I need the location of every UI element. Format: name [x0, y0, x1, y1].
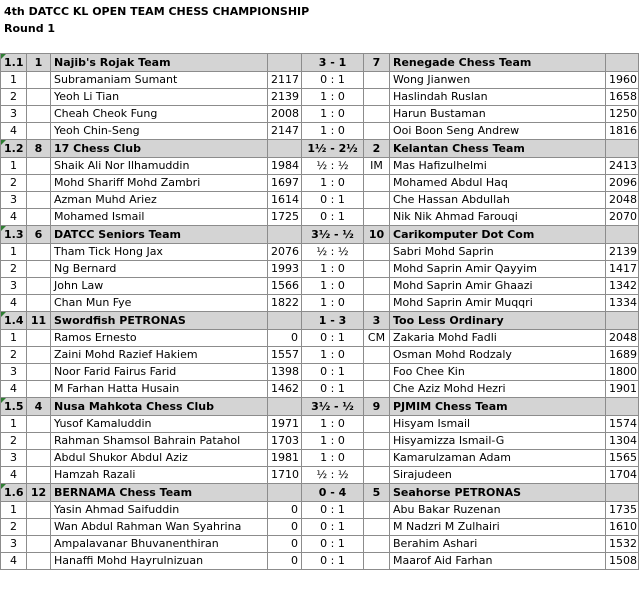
away-team-number: 9 — [364, 398, 390, 416]
home-player-name: Yeoh Li Tian — [51, 89, 268, 106]
board-number: 1 — [1, 502, 27, 519]
board-spacer — [27, 433, 51, 450]
board-number: 1 — [1, 244, 27, 261]
header-spacer — [268, 484, 302, 502]
home-team-number: 8 — [27, 140, 51, 158]
home-player-name: M Farhan Hatta Husain — [51, 381, 268, 398]
board-number: 4 — [1, 553, 27, 570]
home-player-name: Yeoh Chin-Seng — [51, 123, 268, 140]
game-result: 0 : 1 — [302, 209, 364, 226]
board-row — [1, 175, 639, 192]
board-spacer — [27, 381, 51, 398]
away-player-name: Che Hassan Abdullah — [390, 192, 606, 209]
header-spacer — [268, 398, 302, 416]
away-player-rating: 1565 — [606, 450, 639, 467]
board-row — [1, 502, 639, 519]
home-team-name: Najib's Rojak Team — [51, 54, 268, 72]
game-result: 1 : 0 — [302, 416, 364, 433]
away-player-title — [364, 123, 390, 140]
away-player-name: Berahim Ashari — [390, 536, 606, 553]
away-team-number: 10 — [364, 226, 390, 244]
header-spacer — [268, 140, 302, 158]
home-team-number: 12 — [27, 484, 51, 502]
home-player-name: Mohamed Ismail — [51, 209, 268, 226]
home-team-number: 11 — [27, 312, 51, 330]
match-score: 3 - 1 — [302, 54, 364, 72]
board-spacer — [27, 123, 51, 140]
game-result: 1 : 0 — [302, 123, 364, 140]
board-number: 1 — [1, 158, 27, 175]
board-number: 1 — [1, 330, 27, 347]
away-player-rating: 1901 — [606, 381, 639, 398]
home-player-name: Yasin Ahmad Saifuddin — [51, 502, 268, 519]
away-player-title — [364, 175, 390, 192]
match-number: 1.6 — [1, 484, 27, 502]
match-header-row — [1, 398, 639, 416]
home-player-rating: 0 — [268, 536, 302, 553]
board-spacer — [27, 502, 51, 519]
match-score: 3½ - ½ — [302, 226, 364, 244]
board-spacer — [27, 89, 51, 106]
away-player-name: Che Aziz Mohd Hezri — [390, 381, 606, 398]
match-score: 0 - 4 — [302, 484, 364, 502]
away-player-title — [364, 553, 390, 570]
home-player-name: Ng Bernard — [51, 261, 268, 278]
game-result: 1 : 0 — [302, 278, 364, 295]
board-row — [1, 295, 639, 312]
away-player-rating: 1610 — [606, 519, 639, 536]
round-label: Round 1 — [4, 22, 56, 35]
board-number: 2 — [1, 89, 27, 106]
board-row — [1, 261, 639, 278]
game-result: 1 : 0 — [302, 175, 364, 192]
away-team-number: 2 — [364, 140, 390, 158]
home-team-number: 6 — [27, 226, 51, 244]
board-row — [1, 347, 639, 364]
header-spacer — [606, 226, 639, 244]
away-player-title: CM — [364, 330, 390, 347]
away-player-rating: 1689 — [606, 347, 639, 364]
away-player-name: Haslindah Ruslan — [390, 89, 606, 106]
home-player-name: Subramaniam Sumant — [51, 72, 268, 89]
away-player-title — [364, 192, 390, 209]
board-number: 4 — [1, 295, 27, 312]
away-player-name: Wong Jianwen — [390, 72, 606, 89]
away-player-name: Abu Bakar Ruzenan — [390, 502, 606, 519]
board-spacer — [27, 72, 51, 89]
board-row — [1, 89, 639, 106]
away-player-name: Mohamed Abdul Haq — [390, 175, 606, 192]
away-player-name: M Nadzri M Zulhairi — [390, 519, 606, 536]
board-number: 3 — [1, 536, 27, 553]
match-score: 1½ - 2½ — [302, 140, 364, 158]
away-player-rating: 1342 — [606, 278, 639, 295]
board-number: 3 — [1, 278, 27, 295]
away-player-name: Sirajudeen — [390, 467, 606, 484]
home-team-name: 17 Chess Club — [51, 140, 268, 158]
away-player-title — [364, 450, 390, 467]
home-player-name: Tham Tick Hong Jax — [51, 244, 268, 261]
pairings-table — [0, 53, 639, 570]
match-header-row — [1, 54, 639, 72]
away-player-rating: 1250 — [606, 106, 639, 123]
away-team-name: PJMIM Chess Team — [390, 398, 606, 416]
board-number: 4 — [1, 467, 27, 484]
game-result: 1 : 0 — [302, 433, 364, 450]
home-player-rating: 1993 — [268, 261, 302, 278]
board-row — [1, 450, 639, 467]
game-result: ½ : ½ — [302, 244, 364, 261]
board-spacer — [27, 467, 51, 484]
home-player-name: Ampalavanar Bhuvanenthiran — [51, 536, 268, 553]
match-header-row — [1, 140, 639, 158]
board-row — [1, 158, 639, 175]
home-team-name: Nusa Mahkota Chess Club — [51, 398, 268, 416]
away-team-name: Renegade Chess Team — [390, 54, 606, 72]
header-spacer — [268, 54, 302, 72]
away-player-title: IM — [364, 158, 390, 175]
board-number: 4 — [1, 209, 27, 226]
home-player-rating: 1725 — [268, 209, 302, 226]
away-player-title — [364, 295, 390, 312]
board-spacer — [27, 553, 51, 570]
away-player-name: Hisyamizza Ismail-G — [390, 433, 606, 450]
home-player-rating: 1822 — [268, 295, 302, 312]
board-spacer — [27, 295, 51, 312]
match-number: 1.2 — [1, 140, 27, 158]
away-team-number: 3 — [364, 312, 390, 330]
header-spacer — [606, 312, 639, 330]
home-player-rating: 0 — [268, 519, 302, 536]
board-number: 2 — [1, 175, 27, 192]
away-player-title — [364, 347, 390, 364]
home-player-name: Abdul Shukor Abdul Aziz — [51, 450, 268, 467]
board-spacer — [27, 330, 51, 347]
home-player-name: Rahman Shamsol Bahrain Patahol — [51, 433, 268, 450]
home-player-rating: 1703 — [268, 433, 302, 450]
home-player-rating: 0 — [268, 502, 302, 519]
away-player-name: Zakaria Mohd Fadli — [390, 330, 606, 347]
home-player-rating: 1971 — [268, 416, 302, 433]
away-player-title — [364, 536, 390, 553]
board-spacer — [27, 347, 51, 364]
away-player-name: Mas Hafizulhelmi — [390, 158, 606, 175]
game-result: 0 : 1 — [302, 381, 364, 398]
home-player-rating: 0 — [268, 553, 302, 570]
away-player-name: Sabri Mohd Saprin — [390, 244, 606, 261]
game-result: ½ : ½ — [302, 467, 364, 484]
game-result: 0 : 1 — [302, 519, 364, 536]
away-player-title — [364, 261, 390, 278]
board-row — [1, 364, 639, 381]
header-spacer — [606, 398, 639, 416]
away-player-name: Maarof Aid Farhan — [390, 553, 606, 570]
away-player-rating: 2413 — [606, 158, 639, 175]
away-player-rating: 1800 — [606, 364, 639, 381]
home-team-name: Swordfish PETRONAS — [51, 312, 268, 330]
away-player-name: Nik Nik Ahmad Farouqi — [390, 209, 606, 226]
board-row — [1, 416, 639, 433]
board-row — [1, 244, 639, 261]
match-header-row — [1, 484, 639, 502]
board-row — [1, 553, 639, 570]
board-row — [1, 106, 639, 123]
board-number: 3 — [1, 192, 27, 209]
home-player-rating: 1566 — [268, 278, 302, 295]
match-score: 3½ - ½ — [302, 398, 364, 416]
header-spacer — [606, 140, 639, 158]
away-player-rating: 1508 — [606, 553, 639, 570]
away-player-title — [364, 89, 390, 106]
away-player-name: Mohd Saprin Amir Ghaazi — [390, 278, 606, 295]
away-player-title — [364, 209, 390, 226]
board-spacer — [27, 450, 51, 467]
away-player-title — [364, 278, 390, 295]
board-row — [1, 467, 639, 484]
header-spacer — [606, 54, 639, 72]
board-number: 3 — [1, 450, 27, 467]
home-player-rating: 1557 — [268, 347, 302, 364]
home-player-rating: 2117 — [268, 72, 302, 89]
home-player-rating: 1697 — [268, 175, 302, 192]
home-player-name: Noor Farid Fairus Farid — [51, 364, 268, 381]
board-row — [1, 330, 639, 347]
match-header-row — [1, 312, 639, 330]
board-row — [1, 209, 639, 226]
game-result: 0 : 1 — [302, 330, 364, 347]
home-player-name: Azman Muhd Ariez — [51, 192, 268, 209]
board-spacer — [27, 244, 51, 261]
away-player-title — [364, 416, 390, 433]
match-number: 1.3 — [1, 226, 27, 244]
home-player-name: Shaik Ali Nor Ilhamuddin — [51, 158, 268, 175]
match-header-row — [1, 226, 639, 244]
home-player-name: Mohd Shariff Mohd Zambri — [51, 175, 268, 192]
away-player-name: Foo Chee Kin — [390, 364, 606, 381]
away-player-rating: 1704 — [606, 467, 639, 484]
home-player-name: Cheah Cheok Fung — [51, 106, 268, 123]
away-player-rating: 1574 — [606, 416, 639, 433]
home-player-rating: 2139 — [268, 89, 302, 106]
board-row — [1, 519, 639, 536]
home-player-name: Ramos Ernesto — [51, 330, 268, 347]
board-spacer — [27, 519, 51, 536]
board-number: 2 — [1, 433, 27, 450]
away-team-name: Too Less Ordinary — [390, 312, 606, 330]
home-player-rating: 1710 — [268, 467, 302, 484]
home-player-name: John Law — [51, 278, 268, 295]
header-spacer — [268, 312, 302, 330]
away-team-number: 7 — [364, 54, 390, 72]
game-result: 0 : 1 — [302, 536, 364, 553]
away-player-name: Mohd Saprin Amir Muqqri — [390, 295, 606, 312]
match-number: 1.5 — [1, 398, 27, 416]
away-team-name: Carikomputer Dot Com — [390, 226, 606, 244]
game-result: 1 : 0 — [302, 347, 364, 364]
board-number: 2 — [1, 261, 27, 278]
away-player-rating: 1334 — [606, 295, 639, 312]
away-player-title — [364, 244, 390, 261]
game-result: 0 : 1 — [302, 72, 364, 89]
board-row — [1, 123, 639, 140]
game-result: 0 : 1 — [302, 502, 364, 519]
board-number: 2 — [1, 519, 27, 536]
board-number: 1 — [1, 72, 27, 89]
away-player-rating: 1658 — [606, 89, 639, 106]
board-row — [1, 381, 639, 398]
away-player-name: Osman Mohd Rodzaly — [390, 347, 606, 364]
page-title: 4th DATCC KL OPEN TEAM CHESS CHAMPIONSHIP — [4, 5, 310, 18]
board-spacer — [27, 416, 51, 433]
away-player-rating: 2048 — [606, 192, 639, 209]
away-player-title — [364, 467, 390, 484]
away-player-rating: 2139 — [606, 244, 639, 261]
home-player-rating: 2008 — [268, 106, 302, 123]
away-player-rating: 1532 — [606, 536, 639, 553]
home-player-name: Yusof Kamaluddin — [51, 416, 268, 433]
away-player-rating: 1735 — [606, 502, 639, 519]
away-player-rating: 1417 — [606, 261, 639, 278]
board-row — [1, 72, 639, 89]
match-number: 1.4 — [1, 312, 27, 330]
board-spacer — [27, 278, 51, 295]
board-row — [1, 536, 639, 553]
home-team-number: 4 — [27, 398, 51, 416]
away-player-rating: 1816 — [606, 123, 639, 140]
board-row — [1, 192, 639, 209]
home-player-rating: 1984 — [268, 158, 302, 175]
board-row — [1, 278, 639, 295]
header-spacer — [606, 484, 639, 502]
board-spacer — [27, 158, 51, 175]
board-number: 4 — [1, 381, 27, 398]
header-spacer — [268, 226, 302, 244]
away-player-title — [364, 519, 390, 536]
home-player-rating: 1398 — [268, 364, 302, 381]
away-player-rating: 2096 — [606, 175, 639, 192]
game-result: 0 : 1 — [302, 192, 364, 209]
away-player-name: Mohd Saprin Amir Qayyim — [390, 261, 606, 278]
home-player-name: Hanaffi Mohd Hayrulnizuan — [51, 553, 268, 570]
away-player-title — [364, 72, 390, 89]
home-player-name: Zaini Mohd Razief Hakiem — [51, 347, 268, 364]
home-player-name: Wan Abdul Rahman Wan Syahrina — [51, 519, 268, 536]
board-spacer — [27, 209, 51, 226]
away-team-name: Kelantan Chess Team — [390, 140, 606, 158]
board-spacer — [27, 175, 51, 192]
game-result: 0 : 1 — [302, 553, 364, 570]
home-team-number: 1 — [27, 54, 51, 72]
board-number: 3 — [1, 364, 27, 381]
away-player-title — [364, 106, 390, 123]
away-player-name: Kamarulzaman Adam — [390, 450, 606, 467]
home-team-name: BERNAMA Chess Team — [51, 484, 268, 502]
away-player-name: Ooi Boon Seng Andrew — [390, 123, 606, 140]
match-score: 1 - 3 — [302, 312, 364, 330]
away-player-rating: 2070 — [606, 209, 639, 226]
away-player-name: Hisyam Ismail — [390, 416, 606, 433]
board-spacer — [27, 536, 51, 553]
board-spacer — [27, 192, 51, 209]
home-player-name: Chan Mun Fye — [51, 295, 268, 312]
home-player-rating: 1462 — [268, 381, 302, 398]
home-player-rating: 2076 — [268, 244, 302, 261]
board-spacer — [27, 106, 51, 123]
game-result: ½ : ½ — [302, 158, 364, 175]
game-result: 1 : 0 — [302, 106, 364, 123]
away-player-name: Harun Bustaman — [390, 106, 606, 123]
home-player-rating: 1981 — [268, 450, 302, 467]
game-result: 1 : 0 — [302, 295, 364, 312]
home-player-name: Hamzah Razali — [51, 467, 268, 484]
home-player-rating: 0 — [268, 330, 302, 347]
home-team-name: DATCC Seniors Team — [51, 226, 268, 244]
away-player-title — [364, 433, 390, 450]
away-player-rating: 1304 — [606, 433, 639, 450]
away-player-rating: 1960 — [606, 72, 639, 89]
game-result: 1 : 0 — [302, 89, 364, 106]
board-spacer — [27, 364, 51, 381]
away-team-name: Seahorse PETRONAS — [390, 484, 606, 502]
board-spacer — [27, 261, 51, 278]
away-player-title — [364, 364, 390, 381]
board-number: 3 — [1, 106, 27, 123]
away-player-title — [364, 502, 390, 519]
away-team-number: 5 — [364, 484, 390, 502]
game-result: 1 : 0 — [302, 450, 364, 467]
game-result: 1 : 0 — [302, 261, 364, 278]
home-player-rating: 1614 — [268, 192, 302, 209]
board-number: 4 — [1, 123, 27, 140]
away-player-title — [364, 381, 390, 398]
match-number: 1.1 — [1, 54, 27, 72]
board-number: 1 — [1, 416, 27, 433]
board-row — [1, 433, 639, 450]
away-player-rating: 2048 — [606, 330, 639, 347]
home-player-rating: 2147 — [268, 123, 302, 140]
board-number: 2 — [1, 347, 27, 364]
game-result: 0 : 1 — [302, 364, 364, 381]
